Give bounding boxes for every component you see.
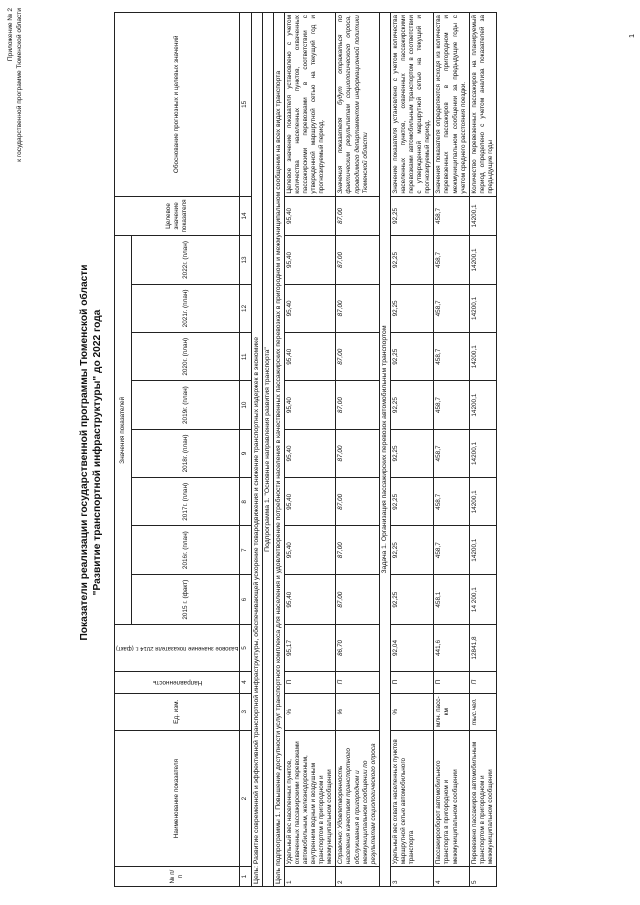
row-value: 458,7 — [434, 333, 469, 381]
table-row — [434, 13, 469, 887]
row-value: 14200,1 — [469, 284, 496, 332]
row-value: 458,7 — [434, 526, 469, 574]
column-numbers-row — [240, 13, 251, 887]
row-rationale: Количество перевезенных пассажиров на планируемый период определено с учетом анализа показателей за предыдущие годы — [469, 13, 496, 197]
row-value: 14 200,1 — [469, 574, 496, 625]
appendix-line-2: к государственной программе Тюменской области — [16, 8, 23, 162]
table-row — [336, 13, 379, 887]
row-value: 87,00 — [336, 429, 379, 477]
row-base: 92,04 — [390, 625, 433, 671]
document-title — [78, 80, 104, 825]
row-value: 458,7 — [434, 429, 469, 477]
subprogram-row: Подпрограмма 1. "Основные направления развития транспорта" — [262, 13, 273, 887]
row-value: 14200,1 — [469, 381, 496, 429]
row-value: 14200,1 — [469, 236, 496, 284]
row-value: 92,25 — [390, 429, 433, 477]
row-value: 87,00 — [336, 526, 379, 574]
header-name: Наименование показателя — [115, 730, 240, 866]
page-number: 1 — [629, 34, 636, 38]
col-number: 10 — [240, 381, 251, 429]
row-direction: П — [469, 671, 496, 693]
col-number: 9 — [240, 429, 251, 477]
header-2022: 2022г. (план) — [132, 236, 240, 284]
row-direction: П — [336, 671, 379, 693]
row-value: 87,00 — [336, 333, 379, 381]
row-name: Справочно: Удовлетворенность населения качеством транспортного обслуживания в пригородном и межмуниципальном сообщении по результатам социологического опроса — [336, 730, 379, 866]
header-rationale: Обоснование прогнозных и целевых значений — [115, 13, 240, 197]
row-no: 2 — [336, 867, 379, 887]
row-value: 14200,1 — [469, 478, 496, 526]
header-no: № п/п — [115, 867, 240, 887]
row-value: 95,40 — [284, 381, 336, 429]
title-line-2: "Развитие транспортной инфраструктуры" до 2022 года — [92, 309, 103, 596]
subprogram-goal-row: Цель подпрограммы 1. Повышение доступности услуг транспортного комплекса для населения и удовлетворение потребности населения в качественных пассажирских перевозках в пригородном и межмуниципальном сообщении на всех видах транспорта — [273, 13, 284, 887]
row-direction: П — [390, 671, 433, 693]
row-name: Удельный вес охвата населенных пунктов маршрутной сетью автомобильного транспорта — [390, 730, 433, 866]
header-2019: 2019г. (план) — [132, 381, 240, 429]
row-value: 92,25 — [390, 478, 433, 526]
header-2016: 2016г. (план) — [132, 526, 240, 574]
col-number: 4 — [240, 671, 251, 693]
row-value: 92,25 — [390, 526, 433, 574]
task-row: Задача 1. Организация пассажирских перевозок автомобильным транспортом — [379, 13, 390, 887]
row-base: 12841,8 — [469, 625, 496, 671]
row-target: 92,25 — [390, 196, 433, 236]
row-value: 95,40 — [284, 429, 336, 477]
row-no: 1 — [284, 867, 336, 887]
row-value: 92,25 — [390, 574, 433, 625]
row-value: 87,00 — [336, 478, 379, 526]
row-name: Удельный вес населенных пунктов, охваченных пассажирскими перевозками автомобильным, железнодорожным, внутренним водным и воздушным транспортом в пригородном и межмуниципальном сообщении — [284, 730, 336, 866]
header-direction — [115, 671, 240, 693]
row-rationale: Значения показателя определяются исходя из количества перевезенных пассажиров в пригородном и межмуниципальном сообщении за предыдущие годы с учетом среднего расстояния поездки. — [434, 13, 469, 197]
col-number: 7 — [240, 526, 251, 574]
row-value: 14200,1 — [469, 526, 496, 574]
header-unit: Ед. изм. — [115, 693, 240, 730]
row-value: 14200,1 — [469, 429, 496, 477]
col-number: 2 — [240, 730, 251, 866]
row-value: 92,25 — [390, 381, 433, 429]
row-value: 92,25 — [390, 333, 433, 381]
row-value: 95,40 — [284, 333, 336, 381]
row-value: 458,7 — [434, 284, 469, 332]
row-value: 92,25 — [390, 284, 433, 332]
row-value: 458,7 — [434, 478, 469, 526]
col-number: 15 — [240, 13, 251, 197]
col-number: 5 — [240, 625, 251, 671]
header-direction-text: Направленность — [152, 679, 202, 687]
row-unit: млн. пасс-км — [434, 693, 469, 730]
row-no: 3 — [390, 867, 433, 887]
row-unit: % — [390, 693, 433, 730]
header-base-text: Базовое значение показателя 2014 г. (факт) — [116, 645, 239, 651]
header-2017: 2017г. (план) — [132, 478, 240, 526]
title-line-1: Показатели реализации государственной программы Тюменской области — [79, 264, 90, 641]
row-value: 95,40 — [284, 478, 336, 526]
table-row — [390, 13, 433, 887]
col-number: 1 — [240, 867, 251, 887]
row-value: 14200,1 — [469, 333, 496, 381]
row-unit: % — [336, 693, 379, 730]
row-no: 5 — [469, 867, 496, 887]
row-target: 14200,1 — [469, 196, 496, 236]
header-2020: 2020г. (план) — [132, 333, 240, 381]
row-rationale: Значения показателя будут отражаться по фактическим результатам социологического опроса, проводимого департаментом информационной политики Тюменской области — [336, 13, 379, 197]
row-value: 87,00 — [336, 236, 379, 284]
indicators-table — [114, 12, 497, 887]
header-2015: 2015 г. (факт) — [132, 574, 240, 625]
row-rationale: Значение показателя установлено с учетом количества населенных пунктов, охваченных пассажирскими перевозками автомобильным транспортом в соответствии с утвержденной маршрутной сетью на текущий и прогнозируемый период. — [390, 13, 433, 197]
row-unit: % — [284, 693, 336, 730]
row-base: 95,17 — [284, 625, 336, 671]
appendix-line-1: Приложение № 2 — [7, 8, 14, 62]
row-value: 458,7 — [434, 236, 469, 284]
goal-row: Цель: Развитие современной и эффективной транспортной инфраструктуры, обеспечивающей ускорение товародвижения и снижение транспортных издержек в экономике — [251, 13, 262, 887]
row-target: 95,40 — [284, 196, 336, 236]
row-value: 95,40 — [284, 236, 336, 284]
header-values-group: Значения показателей — [115, 236, 132, 625]
row-name: Пассажирооборот автомобильного транспорта в пригородном и межмуниципальном сообщении — [434, 730, 469, 866]
row-target: 458,7 — [434, 196, 469, 236]
header-target: Целевое значение показателя — [115, 196, 240, 236]
col-number: 12 — [240, 284, 251, 332]
row-unit: тыс.чел. — [469, 693, 496, 730]
row-value: 92,25 — [390, 236, 433, 284]
row-direction: П — [434, 671, 469, 693]
col-number: 8 — [240, 478, 251, 526]
row-value: 95,40 — [284, 284, 336, 332]
col-number: 14 — [240, 196, 251, 236]
appendix-note — [6, 8, 24, 208]
row-target: 87,00 — [336, 196, 379, 236]
col-number: 13 — [240, 236, 251, 284]
row-value: 87,00 — [336, 284, 379, 332]
table-row — [284, 13, 336, 887]
row-direction: П — [284, 671, 336, 693]
header-2018: 2018г. (план) — [132, 429, 240, 477]
row-value: 95,40 — [284, 526, 336, 574]
col-number: 3 — [240, 693, 251, 730]
row-no: 4 — [434, 867, 469, 887]
row-value: 458,1 — [434, 574, 469, 625]
row-value: 87,00 — [336, 574, 379, 625]
table-row — [469, 13, 496, 887]
row-value: 458,7 — [434, 381, 469, 429]
header-base — [115, 625, 240, 671]
row-base: 441,6 — [434, 625, 469, 671]
col-number: 6 — [240, 574, 251, 625]
row-value: 87,00 — [336, 381, 379, 429]
row-name: Перевезено пассажиров автомобильным транспортом в пригородном и межмуниципальном сообщении — [469, 730, 496, 866]
header-2021: 2021г. (план) — [132, 284, 240, 332]
row-value: 95,40 — [284, 574, 336, 625]
row-base: 86,70 — [336, 625, 379, 671]
col-number: 11 — [240, 333, 251, 381]
row-rationale: Целевое значение показателя установлено с учетом количества населенных пунктов, охваченных пассажирскими перевозками в соответствии с утвержденной маршрутной сетью на текущий год и прогнозируемый период. — [284, 13, 336, 197]
